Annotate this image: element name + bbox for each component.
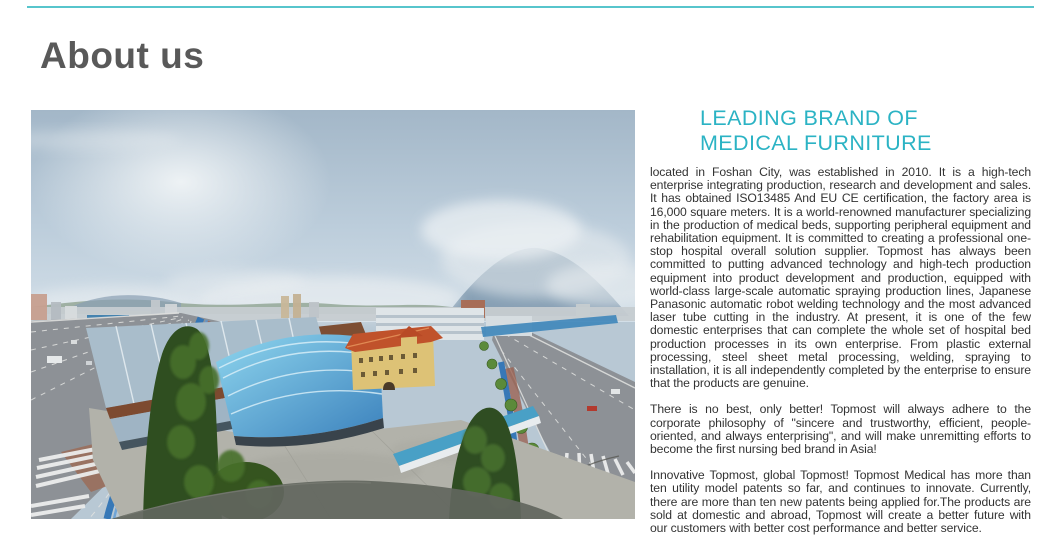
page-title: About us — [40, 35, 205, 76]
factory-panorama-illustration — [31, 110, 635, 519]
intro-heading-line2: MEDICAL FURNITURE — [700, 131, 932, 155]
intro-heading — [700, 106, 1031, 156]
top-divider-line — [27, 6, 1034, 8]
intro-paragraph-2: There is no best, only better! Topmost will always adhere to the corporate philosophy of "sincere and trustworthy, efficient, people-oriented, and always enterprising", and will make unremitting efforts to become the first nursing bed brand in Asia! — [650, 402, 1031, 457]
factory-panorama-photo — [31, 110, 635, 519]
intro-heading-line1: LEADING BRAND OF — [700, 106, 918, 130]
intro-paragraph-3: Innovative Topmost, global Topmost! Topmost Medical has more than ten utility model patents so far, and continues to innovate. Currently, there are more than ten new patents being applied for.The products are sold at domestic and abroad, Topmost will create a better future with our customers with better cost performance and better service. — [650, 468, 1031, 535]
intro-paragraph-1: located in Foshan City, was established in 2010. It is a high-tech enterprise integrating production, research and development and sales. It has obtained ISO13485 And EU CE certification, the factory area is 16,000 square meters. It is a world-renowned manufacturer specializing in the production of medical beds, supporting peripheral equipment and rehabilitation equipment. It is committed to creating a professional one-stop hospital overall solution supplier. Topmost has always been committed to putting advanced technology and high-tech production equipment into product development and production, equipped with world-class large-scale automatic spraying production lines, Japanese Panasonic automatic robot welding technology and the most advanced laser tube cutting in the industry. At present, it is one of the few domestic enterprises that can complete the whole set of hospital bed production processes in its own enterprise. From plastic external processing, steel sheet metal processing, welding, spraying to installation, it is all independently completed by the enterprise to ensure that the products are genuine. — [650, 165, 1031, 391]
company-intro — [650, 106, 1031, 535]
